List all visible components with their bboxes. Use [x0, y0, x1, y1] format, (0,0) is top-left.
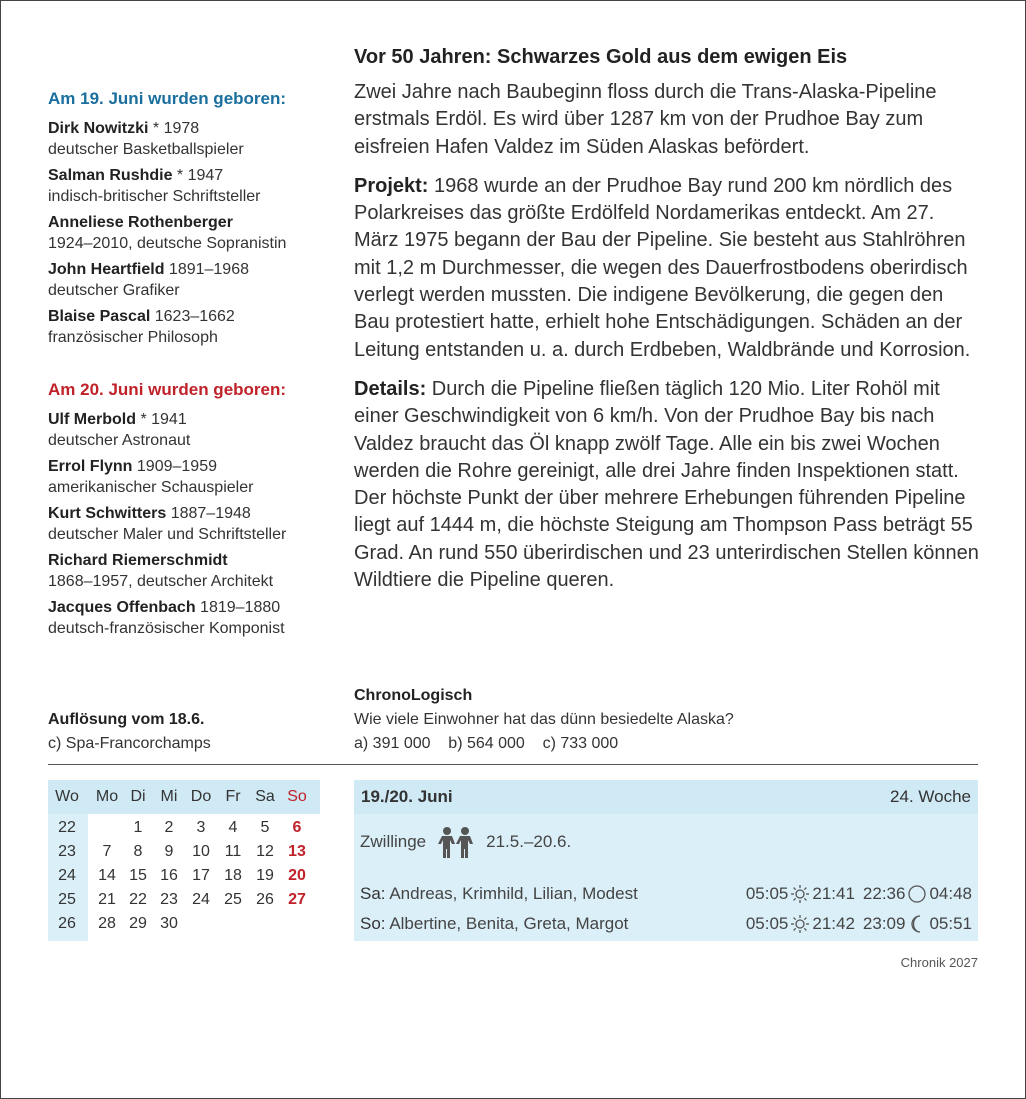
person-dates: * 1947 [172, 167, 224, 184]
calendar-header: Sa [255, 788, 275, 805]
footer-label: Chronik 2027 [900, 955, 978, 970]
calendar-header: Do [190, 788, 212, 805]
zodiac-label: Zwillinge [360, 832, 427, 851]
calendar-header: Mo [95, 788, 119, 805]
article-projekt [354, 173, 984, 364]
calendar-day: 30 [160, 915, 178, 932]
sunrise-time: 05:05 [745, 914, 789, 933]
article-title: Vor 50 Jahren: Schwarzes Gold aus dem ewigen Eis [354, 46, 848, 68]
zodiac-sign [360, 826, 571, 858]
calendar-day: 11 [224, 843, 242, 860]
calendar-day: 8 [133, 843, 143, 860]
week-number: 24 [58, 867, 76, 884]
calendar-day: 1 [133, 819, 143, 836]
births-june-19 [48, 89, 338, 353]
person-entry [48, 456, 338, 498]
person-name: Ulf Merbold [48, 411, 136, 428]
person-dates: 1623–1662 [150, 308, 235, 325]
calendar-row [48, 816, 320, 840]
person-entry [48, 165, 338, 207]
calendar-day: 26 [256, 891, 274, 908]
mini-calendar [48, 780, 320, 941]
calendar-day: 2 [164, 819, 174, 836]
calendar-day: 14 [98, 867, 116, 884]
person-description: französischer Philosoph [48, 329, 218, 346]
calendar-day: 23 [160, 891, 178, 908]
day-label: Sa: [360, 884, 386, 903]
person-entry [48, 597, 338, 639]
person-dates: 1891–1968 [164, 261, 249, 278]
solution-title: Auflösung vom 18.6. [48, 711, 205, 728]
saturday-row [360, 882, 972, 906]
person-description: deutscher Maler und Schriftsteller [48, 526, 287, 543]
zodiac-range: 21.5.–20.6. [486, 832, 572, 851]
projekt-label: Projekt: [354, 174, 429, 197]
person-description: 1868–1957, deutscher Architekt [48, 573, 274, 590]
person-dates: 1887–1948 [166, 505, 251, 522]
calendar-day: 19 [256, 867, 274, 884]
calendar-day: 15 [129, 867, 147, 884]
chronologisch-quiz [354, 684, 984, 756]
article-intro: Zwei Jahre nach Baubeginn floss durch die Trans-Alaska-Pipeline erstmals Erdöl. Es wird über 1287 km von der Prudhoe Bay zum eisfreien Hafen Valdez im Süden Alaskas befördert. [354, 81, 937, 158]
calendar-header: Fr [225, 788, 241, 805]
person-entry [48, 503, 338, 545]
calendar-day: 28 [98, 915, 116, 932]
person-name: Richard Riemerschmidt [48, 552, 228, 569]
calendar-header: Di [130, 788, 146, 805]
person-name: Anneliese Rothenberger [48, 214, 233, 231]
article-details [354, 376, 984, 594]
details-text: Durch die Pipeline fließen täglich 120 Mio. Liter Rohöl mit einer Geschwindigkeit von 6 km/h. Von der Prudhoe Bay bis nach Valdez braucht das Öl knapp zwölf Tage. Alle ein bis zwei Wochen werden die Rohre gereinigt, alle drei Jahre finden Inspektionen statt. Der höchste Punkt der über mehrere Erhebungen führenden Pipeline liegt auf 1444 m, die höchste Steigung am Thompson Pass beträgt 55 Grad. An rund 550 überirdischen und 23 unterirdischen Stellen können Wildtiere die Pipeline queren. [354, 377, 979, 592]
details-label: Details: [354, 377, 427, 400]
week-number: 26 [58, 915, 76, 932]
person-description: deutscher Grafiker [48, 282, 180, 299]
calendar-day: 21 [98, 891, 116, 908]
sunset-time: 21:41 [812, 884, 855, 903]
calendar-day: 9 [164, 843, 174, 860]
calendar-day-sunday: 20 [288, 867, 306, 884]
person-name: Jacques Offenbach [48, 599, 196, 616]
person-description: deutscher Astronaut [48, 432, 191, 449]
calendar-day: 5 [260, 819, 270, 836]
week-number: 25 [58, 891, 76, 908]
person-dates: * 1941 [136, 411, 187, 428]
full-moon-icon [907, 884, 927, 904]
quiz-answers: a) 391 000 b) 564 000 c) 733 000 [354, 735, 619, 752]
calendar-row [48, 840, 320, 864]
divider [48, 764, 978, 765]
day-info-panel [354, 780, 978, 941]
person-name: Errol Flynn [48, 458, 133, 475]
person-entry [48, 409, 338, 451]
calendar-day: 18 [224, 867, 242, 884]
person-description: deutsch-französischer Komponist [48, 620, 285, 637]
person-dates: 1909–1959 [132, 458, 217, 475]
person-name: Dirk Nowitzki [48, 120, 149, 137]
calendar-day: 4 [228, 819, 238, 836]
person-dates: * 1978 [148, 120, 200, 137]
article [354, 43, 984, 606]
sun-icon [790, 884, 810, 904]
person-entry [48, 259, 338, 301]
sunrise-time: 05:05 [745, 884, 789, 903]
week-number: 22 [58, 819, 76, 836]
solution-text: c) Spa-Francorchamps [48, 735, 211, 752]
person-name: Kurt Schwitters [48, 505, 167, 522]
births-june-20 [48, 380, 338, 644]
calendar-header-row [48, 780, 320, 814]
calendar-row [48, 912, 320, 936]
week-number: 23 [58, 843, 76, 860]
quiz-question: Wie viele Einwohner hat das dünn besiedelte Alaska? [354, 711, 734, 728]
births-heading: Am 19. Juni wurden geboren: [48, 89, 287, 108]
moonset-time: 04:48 [929, 884, 972, 903]
calendar-day: 7 [102, 843, 112, 860]
calendar-row [48, 888, 320, 912]
day-header [354, 780, 978, 814]
births-heading: Am 20. Juni wurden geboren: [48, 380, 287, 399]
week-number-label: 24. Woche [890, 787, 971, 806]
calendar-day: 10 [192, 843, 210, 860]
sun-icon [790, 914, 810, 934]
waning-moon-icon [907, 914, 927, 934]
moonrise-time: 23:09 [862, 914, 906, 933]
person-dates: 1819–1880 [195, 599, 281, 616]
solution [48, 708, 211, 756]
calendar-day: 25 [224, 891, 242, 908]
calendar-day-sunday: 6 [292, 819, 302, 836]
person-entry [48, 212, 338, 254]
calendar-row [48, 864, 320, 888]
person-entry [48, 118, 338, 160]
calendar-day-sunday: 27 [288, 891, 306, 908]
calendar-header: Mi [160, 788, 178, 805]
calendar-day: 17 [192, 867, 210, 884]
calendar-header: Wo [55, 788, 79, 805]
person-description: indisch-britischer Schriftsteller [48, 188, 261, 205]
projekt-text: 1968 wurde an der Prudhoe Bay rund 200 km nördlich des Polarkreises das größte Erdölfeld Nordamerikas entdeckt. Am 27. März 1975 begann der Bau der Pipeline. Sie besteht aus Stahlröhren mit 1,2 m Durchmesser, die wegen des Dauerfrostbodens oberirdisch verlegt werden mussten. Die indigene Bevölkerung, die gegen den Bau protestiert hatte, erhielt hohe Entschädigungen. Schäden an der Leitung entstanden u. a. durch Erdbeben, Waldbrände und Korrosion. [354, 174, 971, 361]
name-days: Andreas, Krimhild, Lilian, Modest [385, 884, 638, 903]
sun-moon-times [746, 882, 972, 906]
calendar-header-sunday: So [287, 788, 307, 805]
calendar-day: 24 [192, 891, 210, 908]
person-entry [48, 550, 338, 592]
person-entry [48, 306, 338, 348]
calendar-day: 29 [129, 915, 147, 932]
sunday-row [360, 912, 972, 936]
person-name: Salman Rushdie [48, 167, 173, 184]
moonset-time: 05:51 [929, 914, 972, 933]
day-date: 19./20. Juni [361, 787, 453, 806]
calendar-day: 16 [160, 867, 178, 884]
person-description: deutscher Basketballspieler [48, 141, 244, 158]
calendar-day: 12 [256, 843, 274, 860]
calendar-day: 22 [129, 891, 147, 908]
moonrise-time: 22:36 [862, 884, 906, 903]
person-description: 1924–2010, deutsche Sopranistin [48, 235, 287, 252]
name-days: Albertine, Benita, Greta, Margot [385, 914, 629, 933]
calendar-day-sunday: 13 [288, 843, 306, 860]
calendar-day: 3 [196, 819, 206, 836]
sun-moon-times [746, 912, 972, 936]
gemini-twins-icon [434, 826, 478, 858]
day-label: So: [360, 914, 386, 933]
person-name: Blaise Pascal [48, 308, 151, 325]
person-description: amerikanischer Schauspieler [48, 479, 254, 496]
quiz-title: ChronoLogisch [354, 687, 473, 704]
sunset-time: 21:42 [812, 914, 855, 933]
person-name: John Heartfield [48, 261, 165, 278]
calendar-body [48, 814, 320, 936]
